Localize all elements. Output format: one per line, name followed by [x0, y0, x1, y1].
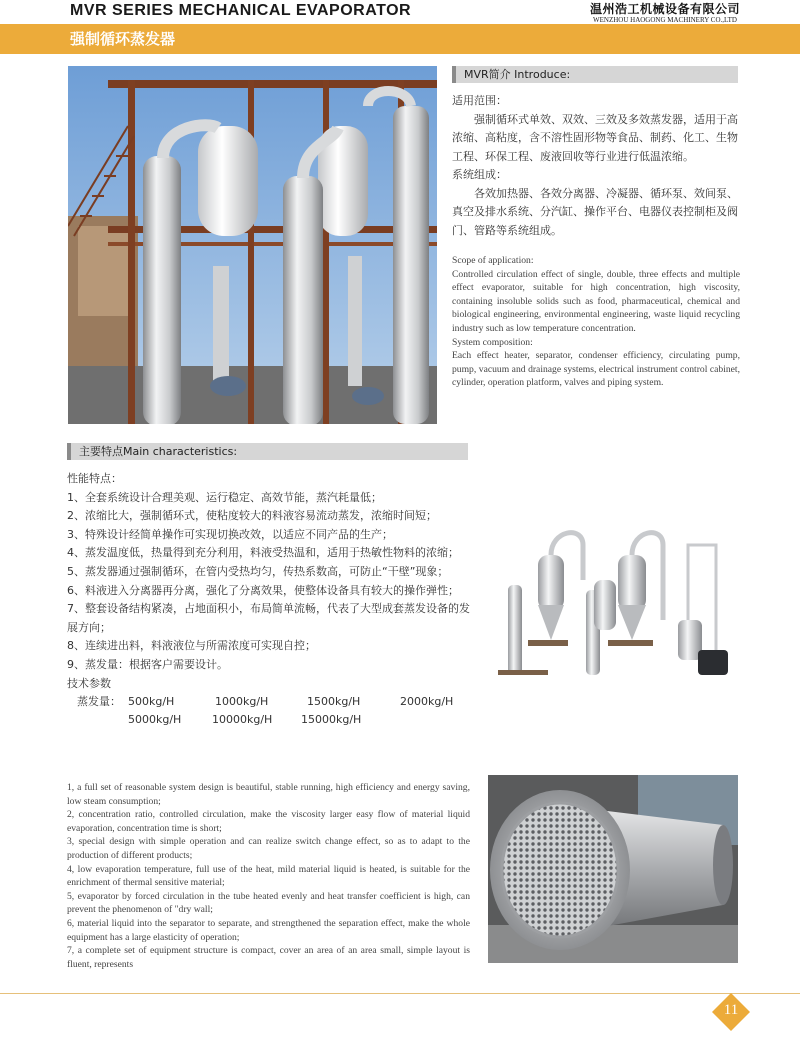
composition-text-en: Each effect heater, separator, condenser efficiency, circulating pump, pump, vacuum and drainage systems, electrical instrument control cabinet, cylinder, operation platform, valves and piping system.	[452, 350, 740, 389]
feature-item-en: 5, evaporator by forced circulation in the tube heated evenly and heat transfer coefficient is high, can prevent the phenomenon of "dry wall;	[67, 890, 470, 916]
footer-rule	[0, 993, 800, 994]
feature-item-cn: 7、整套设备结构紧凑，占地面积小，布局简单流畅，代表了大型成套蒸发设备的发展方向；	[67, 602, 470, 634]
company-logo	[590, 0, 740, 24]
features-cn-list	[67, 470, 477, 729]
param-value: 1500kg/H	[307, 695, 361, 709]
document-header-title: MVR SERIES MECHANICAL EVAPORATOR	[70, 2, 412, 19]
param-value: 15000kg/H	[301, 713, 362, 727]
feature-item-cn: 5、蒸发器通过强制循环，在管内受热均匀，传热系数高，可防止“干壁”现象；	[67, 564, 449, 578]
tube-sheet-photo	[488, 775, 738, 963]
title-banner	[0, 24, 800, 54]
feature-item-cn: 6、料液进入分离器再分离，强化了分离效果，使整体设备具有较大的操作弹性；	[67, 583, 459, 597]
composition-label-cn: 系统组成：	[452, 168, 507, 181]
feature-item-cn: 8、连续进出料，料液液位与所需浓度可实现自控；	[67, 639, 316, 653]
composition-text-cn: 各效加热器、各效分离器、冷凝器、循环泵、效间泵、真空及排水系统、分汽缸、操作平台、电器仪表控制柜及阀门、管路等系统组成。	[452, 186, 738, 237]
feature-item-en: 4, low evaporation temperature, full use of the heat, mild material liquid is heated, is suitable for the enrichment of thermal sensitive material;	[67, 863, 470, 889]
scope-label-en: Scope of application:	[452, 255, 534, 266]
company-name-en: WENZHOU HAOGONG MACHINERY CO.,LTD	[593, 16, 737, 24]
param-value: 5000kg/H	[128, 713, 182, 727]
param-value: 10000kg/H	[212, 713, 273, 727]
params-label: 蒸发量：	[77, 695, 121, 709]
params-title: 技术参数	[67, 676, 111, 690]
params-row	[67, 711, 477, 729]
intro-section-heading: MVR简介 Introduce:	[452, 66, 738, 83]
evaporator-plant-photo	[68, 66, 437, 424]
page-number-badge	[712, 993, 750, 1031]
scope-text-cn: 强制循环式单效、双效、三效及多效蒸发器，适用于高浓缩、高粘度，含不溶性固形物等食品、制药、化工、生物工程、环保工程、废液回收等行业进行低温浓缩。	[452, 112, 738, 163]
features-en-list	[67, 781, 470, 971]
feature-item-en: 3, special design with simple operation and can realize switch change effect, so as to adapt to the production of different products;	[67, 836, 470, 861]
intro-en-text	[452, 254, 740, 390]
banner-title: 强制循环蒸发器	[70, 30, 176, 48]
intro-cn-text	[452, 92, 742, 240]
feature-item-cn: 2、浓缩比大，强制循环式，使粘度较大的料液容易流动蒸发，浓缩时间短；	[67, 509, 437, 523]
features-section-heading: 主要特点Main characteristics:	[67, 443, 468, 460]
scope-label-cn: 适用范围：	[452, 94, 507, 107]
feature-item-en: 2, concentration ratio, controlled circulation, make the viscosity larger easy flow of material liquid evaporation, concentration time is short;	[67, 809, 470, 834]
scope-text-en: Controlled circulation effect of single, double, three effects and multiple effect evaporator, suitable for high concentration, high viscosity, containing insoluble solids such as food, pharmaceutical, chemical and biological engineering, environmental engineering, waste liquid recycling industry such as low temperature concentration.	[452, 268, 740, 334]
composition-label-en: System composition:	[452, 336, 533, 348]
feature-item-cn: 1、全套系统设计合理美观、运行稳定、高效节能，蒸汽耗量低；	[67, 490, 382, 504]
param-value: 2000kg/H	[400, 695, 454, 709]
feature-item-cn: 9、蒸发量：根据客户需要设计。	[67, 657, 228, 671]
company-name-cn: 温州浩工机械设备有限公司	[589, 2, 740, 16]
features-cn-title: 性能特点：	[67, 472, 122, 485]
feature-item-cn: 4、蒸发温度低，热量得到充分利用，料液受热温和，适用于热敏性物料的浓缩；	[67, 546, 459, 560]
feature-item-cn: 3、特殊设计经简单操作可实现切换改效，以适应不同产品的生产；	[67, 527, 393, 541]
params-row	[67, 693, 477, 711]
param-value: 500kg/H	[128, 695, 175, 709]
feature-item-en: 6, material liquid into the separator to separate, and strengthened the separation effect, make the whole equipment has a large elasticity of operation;	[67, 917, 470, 943]
page-number: 11	[723, 1002, 739, 1018]
param-value: 1000kg/H	[215, 695, 269, 709]
feature-item-en: 1, a full set of reasonable system design is beautiful, stable running, high efficiency and energy saving, low steam consumption;	[67, 782, 470, 807]
feature-item-en: 7, a complete set of equipment structure is compact, cover an area of an area small, simple layout is fluent, represents	[67, 945, 470, 970]
evaporator-units-photo	[488, 520, 740, 685]
